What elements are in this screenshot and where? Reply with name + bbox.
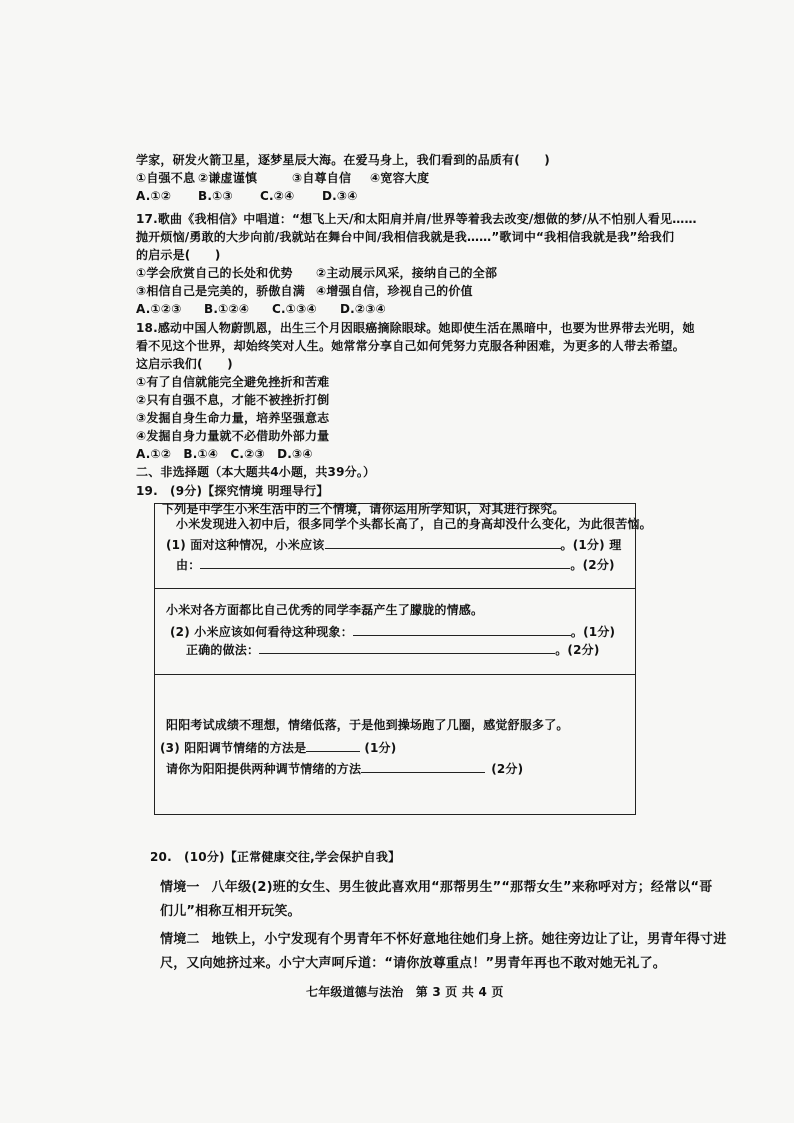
q16-option: ①自强不息 — [136, 171, 196, 185]
q19-scenario-2-text: 小米对各方面都比自己优秀的同学李磊产生了朦胧的情感。 — [166, 603, 484, 617]
q20-case-1-cont: 们儿”相称互相开玩笑。 — [160, 904, 301, 919]
q17-option-row — [136, 265, 497, 281]
q16-choice: B.①③ — [198, 189, 233, 203]
q19-scenario-1-text: 小米发现进入初中后，很多同学个头都长高了，自己的身高却没什么变化，为此很苦恼。 — [176, 517, 652, 531]
q17-option: ②主动展示风采，接纳自己的全部 — [316, 266, 498, 280]
q16-choices — [136, 188, 358, 204]
q19-header: 19. (9分)【探究情境 明理导行】 — [136, 484, 329, 498]
q17-choice: C.①③④ — [272, 302, 317, 316]
q17-option: ①学会欣赏自己的长处和优势 — [136, 266, 293, 280]
q18-choices: A.①② B.①④ C.②③ D.③④ — [136, 447, 313, 461]
q18-stem: 这启示我们( ) — [136, 357, 233, 371]
question-label: (3) 阳阳调节情绪的方法是 — [160, 741, 307, 755]
score-label: (2分) — [491, 762, 524, 776]
q16-option: ②谦虚谨慎 — [198, 171, 258, 185]
q19-scenario-3-text: 阳阳考试成绩不理想，情绪低落，于是他到操场跑了几圈，感觉舒服多了。 — [166, 718, 569, 732]
q17-option-row — [136, 283, 473, 299]
answer-blank[interactable] — [361, 760, 485, 773]
q18-option: ④发掘自身力量就不必借助外部力量 — [136, 429, 330, 443]
divider — [155, 674, 635, 675]
q17-choice: A.①②③ — [136, 302, 182, 316]
q17-stem: 的启示是( ) — [136, 248, 221, 262]
q17-option: ③相信自己是完美的，骄傲自满 — [136, 284, 305, 298]
q20-case-2-cont: 尺，又向她挤过来。小宁大声呵斥道：“请你放尊重点！”男青年再也不敢对她无礼了。 — [160, 956, 666, 971]
answer-blank[interactable] — [306, 739, 360, 752]
q18-stem: 看不见这个世界，却始终笑对人生。她常常分享自己如何凭努力克服各种困难，为更多的人带去希望。 — [136, 339, 686, 353]
page-footer: 七年级道德与法治 第 3 页 共 4 页 — [306, 985, 504, 999]
divider — [155, 588, 635, 589]
answer-blank[interactable] — [353, 623, 571, 636]
question-label: (2) 小米应该如何看待这种现象： — [170, 625, 353, 639]
q18-option: ②只有自强不息，才能不被挫折打倒 — [136, 393, 330, 407]
q16-options — [136, 170, 429, 186]
q16-choice: C.②④ — [260, 189, 295, 203]
q20-header: 20. (10分)【正常健康交往,学会保护自我】 — [150, 850, 401, 864]
q17-choice: B.①②④ — [204, 302, 250, 316]
score-label: 。(2分) — [555, 643, 600, 657]
q16-option: ④宽容大度 — [370, 171, 430, 185]
q20-case-2 — [160, 932, 726, 948]
answer-blank[interactable] — [325, 536, 561, 549]
q19-ask-3 — [166, 760, 523, 777]
q19-question-2 — [170, 623, 615, 640]
answer-blank[interactable] — [200, 556, 570, 569]
q16-option: ③自尊自信 — [292, 171, 352, 185]
q19-reason-1 — [176, 556, 615, 573]
q20-case-1 — [160, 880, 712, 896]
q16-choice: A.①② — [136, 189, 172, 203]
question-label: 由： — [176, 558, 201, 572]
section-heading: 二、非选择题（本大题共4小题，共39分。） — [136, 465, 376, 479]
q17-stem: 17.歌曲《我相信》中唱道：“想飞上天/和太阳肩并肩/世界等着我去改变/想做的梦/从不怕别人看见…… — [136, 212, 697, 226]
score-label: 。(2分) — [570, 558, 615, 572]
q18-stem: 18.感动中国人物蔚凯恩，出生三个月因眼癌摘除眼球。她即使生活在黑暗中，也要为世界带去光明，她 — [136, 321, 695, 335]
case-text: 八年级(2)班的女生、男生彼此喜欢用“那帮男生”“那帮女生”来称呼对方；经常以“哥 — [211, 880, 713, 895]
question-label: 正确的做法： — [186, 643, 260, 657]
answer-blank[interactable] — [259, 641, 555, 654]
q18-option: ①有了自信就能完全避免挫折和苦难 — [136, 375, 330, 389]
score-label: (1分) — [364, 741, 397, 755]
case-label: 情境二 — [160, 932, 200, 947]
q16-choice: D.③④ — [322, 189, 358, 203]
q19-way-2 — [186, 641, 600, 658]
case-label: 情境一 — [160, 880, 200, 895]
q17-choice: D.②③④ — [340, 302, 386, 316]
q19-question-1 — [166, 536, 621, 553]
question-label: 请你为阳阳提供两种调节情绪的方法 — [166, 762, 362, 776]
q16-stem-tail: 学家，研发火箭卫星，逐梦星辰大海。在爱马身上，我们看到的品质有( ) — [136, 153, 550, 167]
q19-intro: 下列是中学生小米生活中的三个情境，请你运用所学知识，对其进行探究。 — [162, 502, 565, 516]
question-label: (1) 面对这种情况，小米应该 — [166, 538, 325, 552]
score-label: 。(1分) — [570, 625, 616, 639]
q18-option: ③发掘自身生命力量，培养坚强意志 — [136, 411, 330, 425]
case-text: 地铁上，小宁发现有个男青年不怀好意地往她们身上挤。她往旁边让了让，男青年得寸进 — [211, 932, 727, 947]
q19-question-3 — [160, 739, 396, 756]
q17-option: ④增强自信，珍视自己的价值 — [316, 284, 473, 298]
score-label: 。(1分) 理 — [560, 538, 622, 552]
q17-choices — [136, 301, 386, 317]
q17-stem: 抛开烦恼/勇敢的大步向前/我就站在舞台中间/我相信我就是我……”歌词中“我相信我就是我”给我们 — [136, 230, 675, 244]
